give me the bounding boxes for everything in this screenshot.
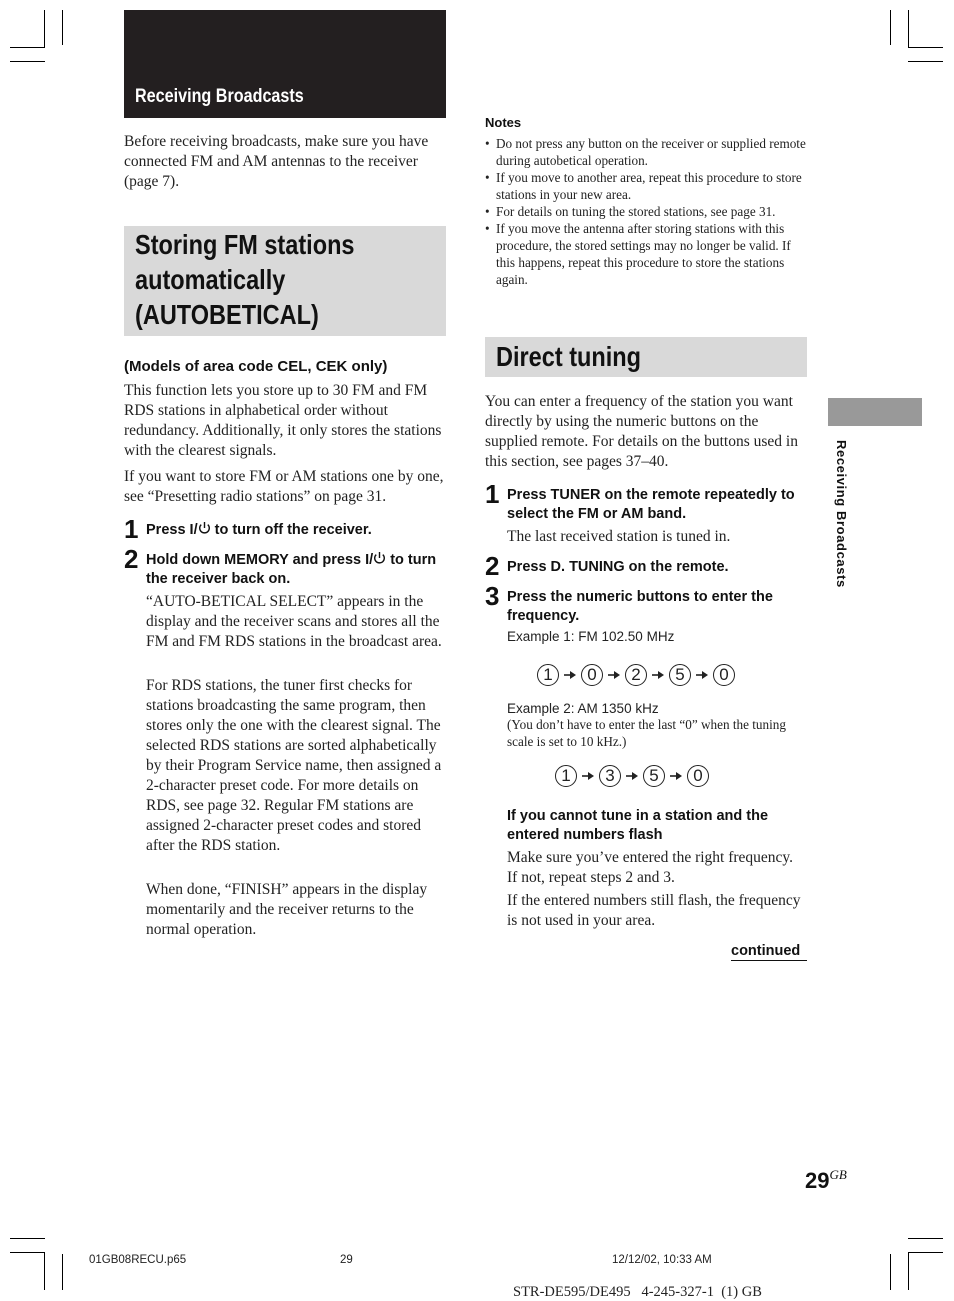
direct-tuning-title: Direct tuning bbox=[496, 341, 642, 372]
step-number: 1 bbox=[124, 514, 139, 544]
arrow-right-icon bbox=[625, 771, 639, 781]
footer-page: 29 bbox=[340, 1254, 353, 1266]
crop-mark bbox=[62, 1254, 63, 1290]
step-number: 2 bbox=[485, 551, 500, 581]
notes-heading: Notes bbox=[485, 115, 522, 130]
crop-mark bbox=[62, 10, 63, 45]
tuning-step-1-result: The last received station is tuned in. bbox=[507, 528, 731, 545]
trouble-heading: If you cannot tune in a station and the entered numbers flash bbox=[507, 808, 769, 843]
trouble-paragraph-2: If the entered numbers still flash, the frequency is not used in your area. bbox=[507, 892, 801, 929]
numeric-button-0: 0 bbox=[713, 664, 735, 686]
crop-mark bbox=[890, 1254, 891, 1290]
function-paragraph: This function lets you store up to 30 FM and FM RDS stations in alphabetical order without redundancy. Additionally, it only stores the stations with the clearest signals. bbox=[124, 382, 442, 459]
crop-mark bbox=[44, 10, 45, 47]
crop-mark bbox=[44, 1252, 45, 1290]
arrow-right-icon bbox=[607, 670, 621, 680]
numeric-button-1: 1 bbox=[537, 664, 559, 686]
numeric-button-5: 5 bbox=[643, 765, 665, 787]
numeric-button-2: 2 bbox=[625, 664, 647, 686]
crop-mark bbox=[890, 10, 891, 45]
step-text-part: to turn the receiver back on. bbox=[146, 552, 437, 587]
example-2-sequence bbox=[555, 765, 709, 787]
crop-mark bbox=[908, 61, 943, 62]
step-number: 1 bbox=[485, 479, 500, 509]
power-icon bbox=[198, 521, 211, 535]
direct-tuning-title-block bbox=[485, 337, 807, 377]
side-tab-label: Receiving Broadcasts bbox=[834, 440, 849, 588]
numeric-button-1: 1 bbox=[555, 765, 577, 787]
step-text-part: Press I/ bbox=[146, 522, 198, 538]
arrow-right-icon bbox=[695, 670, 709, 680]
crop-mark bbox=[908, 1252, 909, 1290]
step-2-result-2: For RDS stations, the tuner first checks for stations broadcasting the same program, then stores only the one with the clearest signal. The selected RDS stations are sorted alphabetically by their Program Service name, then assigned a 2-character preset code. For more details on RDS, see page 32. Regular FM stations are assigned 2-character preset codes and stored after the RDS station. bbox=[146, 677, 442, 854]
arrow-right-icon bbox=[651, 670, 665, 680]
note-item: • For details on tuning the stored stations, see page 31. bbox=[485, 203, 807, 220]
tuning-step-1-instruction: Press TUNER on the remote repeatedly to select the FM or AM band. bbox=[507, 487, 795, 522]
crop-mark bbox=[908, 1252, 943, 1253]
example-1-sequence bbox=[537, 664, 735, 686]
tuning-step-3-instruction: Press the numeric buttons to enter the frequency. bbox=[507, 589, 773, 624]
step-2-result-3: When done, “FINISH” appears in the display momentarily and the receiver returns to the normal operation. bbox=[146, 881, 428, 938]
step-1-instruction bbox=[146, 521, 446, 540]
note-item: • Do not press any button on the receiver or supplied remote during autobetical operation. bbox=[485, 135, 807, 169]
storing-title-line1: Storing FM stations bbox=[135, 229, 355, 260]
storing-title-block bbox=[124, 226, 446, 336]
step-number: 2 bbox=[124, 544, 139, 574]
tuning-step-2-instruction: Press D. TUNING on the remote. bbox=[507, 559, 729, 575]
step-number: 3 bbox=[485, 581, 500, 611]
example-2-note: (You don’t have to enter the last “0” when the tuning scale is set to 10 kHz.) bbox=[507, 717, 786, 749]
footer-timestamp: 12/12/02, 10:33 AM bbox=[612, 1254, 712, 1266]
side-tab bbox=[828, 398, 922, 426]
step-2-instruction bbox=[146, 551, 446, 589]
numeric-button-0: 0 bbox=[581, 664, 603, 686]
note-item: • If you move the antenna after storing stations with this procedure, the stored settings may no longer be valid. If this happens, repeat this procedure to store the stations again. bbox=[485, 220, 807, 288]
step-text-part: Hold down MEMORY and press I/ bbox=[146, 552, 374, 568]
continued-label: continued bbox=[731, 943, 807, 961]
area-code-subheading: (Models of area code CEL, CEK only) bbox=[124, 358, 388, 375]
trouble-paragraph-1: Make sure you’ve entered the right frequency. If not, repeat steps 2 and 3. bbox=[507, 849, 794, 886]
example-1-label: Example 1: FM 102.50 MHz bbox=[507, 629, 675, 644]
arrow-right-icon bbox=[581, 771, 595, 781]
section-header-label: Receiving Broadcasts bbox=[135, 86, 304, 107]
storing-title-line2: automatically bbox=[135, 264, 286, 295]
power-icon bbox=[373, 551, 386, 565]
step-text-part: to turn off the receiver. bbox=[210, 522, 372, 538]
crop-mark bbox=[10, 1252, 45, 1253]
crop-mark bbox=[908, 1238, 943, 1239]
page-number bbox=[805, 1167, 847, 1194]
example-2-label: Example 2: AM 1350 kHz bbox=[507, 701, 659, 716]
arrow-right-icon bbox=[563, 670, 577, 680]
numeric-button-3: 3 bbox=[599, 765, 621, 787]
notes-list bbox=[485, 135, 807, 288]
numeric-button-5: 5 bbox=[669, 664, 691, 686]
crop-mark bbox=[10, 1238, 45, 1239]
numeric-button-0: 0 bbox=[687, 765, 709, 787]
footer-model: STR-DE595/DE495 4-245-327-1 (1) GB bbox=[513, 1284, 762, 1300]
page-number-suffix: GB bbox=[829, 1167, 847, 1182]
arrow-right-icon bbox=[669, 771, 683, 781]
footer-file: 01GB08RECU.p65 bbox=[89, 1254, 187, 1266]
crop-mark bbox=[10, 61, 45, 62]
section-header bbox=[124, 10, 446, 118]
storing-title-line3: (AUTOBETICAL) bbox=[135, 299, 319, 330]
step-2-result-1: “AUTO-BETICAL SELECT” appears in the display and the receiver scans and stores all the FM and FM RDS stations in the broadcast area. bbox=[146, 593, 442, 650]
crop-mark bbox=[908, 47, 943, 48]
intro-paragraph: Before receiving broadcasts, make sure you have connected FM and AM antennas to the receiver (page 7). bbox=[124, 133, 429, 190]
one-by-one-paragraph: If you want to store FM or AM stations one by one, see “Presetting radio stations” on page 31. bbox=[124, 468, 444, 505]
crop-mark bbox=[908, 10, 909, 47]
crop-mark bbox=[10, 47, 45, 48]
direct-tuning-intro: You can enter a frequency of the station you want directly by using the numeric buttons on the supplied remote. For details on the buttons used in this section, see pages 37–40. bbox=[485, 393, 798, 470]
note-item: • If you move to another area, repeat this procedure to store stations in your new area. bbox=[485, 169, 807, 203]
page-number-value: 29 bbox=[805, 1168, 830, 1193]
